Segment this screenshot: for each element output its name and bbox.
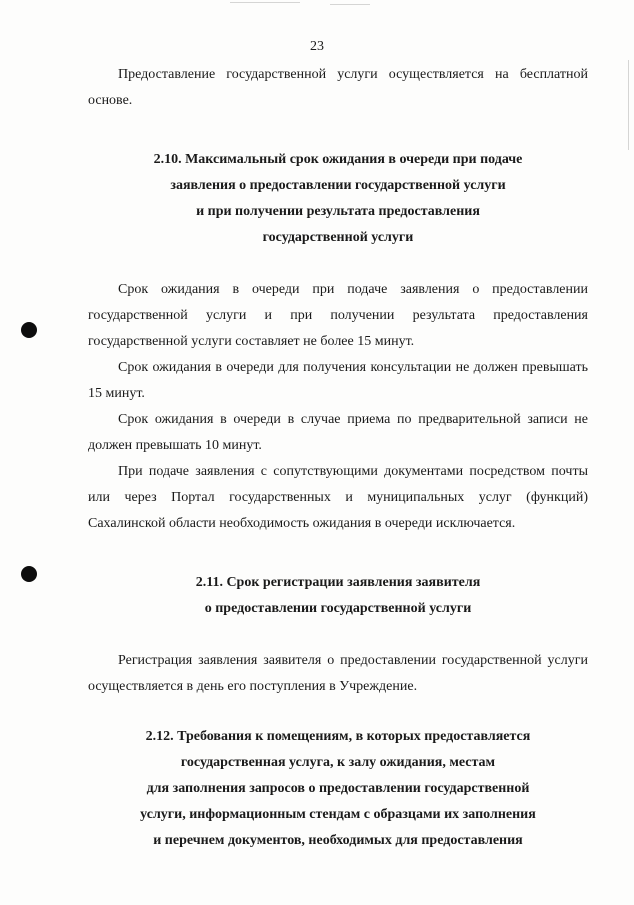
section-2-10-paragraph: Срок ожидания в очереди в случае приема по предварительной записи не должен превышать 10 минут. bbox=[88, 412, 588, 453]
section-2-10-heading bbox=[88, 147, 588, 251]
heading-line: о предоставлении государственной услуги bbox=[204, 601, 472, 616]
section-2-12-heading bbox=[88, 724, 588, 854]
heading-line: 2.10. Максимальный срок ожидания в очереди при подаче bbox=[153, 152, 523, 167]
heading-line: государственная услуга, к залу ожидания, местам bbox=[180, 755, 496, 770]
section-2-10-paragraph: Срок ожидания в очереди для получения консультации не должен превышать 15 минут. bbox=[88, 360, 588, 401]
intro-paragraph: Предоставление государственной услуги осуществляется на бесплатной основе. bbox=[88, 67, 588, 108]
heading-line: заявления о предоставлении государственной услуги bbox=[170, 178, 506, 193]
binder-hole-bottom bbox=[21, 566, 37, 582]
scan-artifact bbox=[330, 4, 370, 5]
section-2-10-paragraph: Срок ожидания в очереди при подаче заявления о предоставлении государственной услуги и при получении результата предоставления государственной услуги составляет не более 15 минут. bbox=[88, 282, 588, 349]
heading-line: для заполнения запросов о предоставлении государственной bbox=[146, 781, 530, 796]
section-2-11-heading bbox=[88, 570, 588, 622]
heading-line: государственной услуги bbox=[262, 230, 414, 245]
page-number: 23 bbox=[310, 39, 324, 54]
scan-artifact bbox=[628, 60, 629, 150]
binder-hole-top bbox=[21, 322, 37, 338]
heading-line: и перечнем документов, необходимых для предоставления bbox=[153, 833, 523, 848]
section-2-10-paragraph: При подаче заявления с сопутствующими документами посредством почты или через Портал государственных и муниципальных услуг (функций) Сахалинской области необходимость ожидания в очереди исключается. bbox=[88, 464, 588, 531]
scan-artifact bbox=[230, 2, 300, 3]
heading-line: и при получении результата предоставления bbox=[196, 204, 480, 219]
heading-line: 2.12. Требования к помещениям, в которых предоставляется bbox=[145, 729, 531, 744]
section-2-11-paragraph: Регистрация заявления заявителя о предоставлении государственной услуги осуществляется в день его поступления в Учреждение. bbox=[88, 653, 588, 694]
heading-line: услуги, информационным стендам с образцами их заполнения bbox=[140, 807, 536, 822]
heading-line: 2.11. Срок регистрации заявления заявителя bbox=[195, 575, 481, 590]
document-body bbox=[88, 62, 588, 854]
